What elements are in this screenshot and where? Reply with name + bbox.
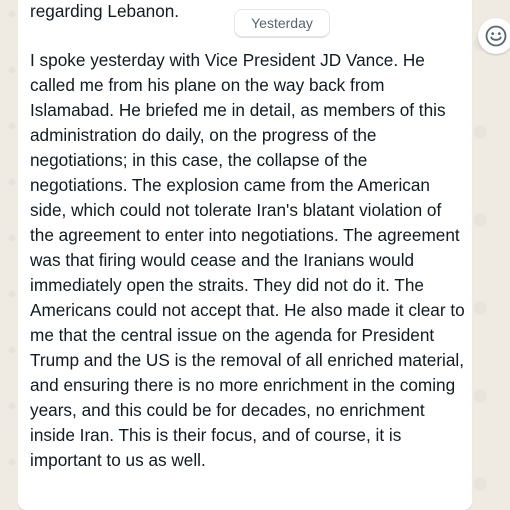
date-divider: Yesterday bbox=[234, 9, 330, 37]
smiley-face-icon bbox=[485, 25, 507, 47]
previous-message-text: regarding Lebanon. bbox=[30, 1, 180, 21]
message-text: I spoke yesterday with Vice President JD Vance. He called me from his plane on the way back from Islamabad. He briefed me in detail, as members of this administration do daily, on the progress of the negotiations; in this case, the collapse of the negotiations. The explosion came from the American side, which could not tolerate Iran's blatant violation of the agreement to enter into negotiations. The agreement was that firing would cease and the Iranians would immediately open the straits. They did not do it. The Americans could not accept that. He also made it clear to me that the central issue on the agenda for President Trump and the US is the removal of all enriched material, and ensuring there is no more enrichment in the coming years, and this could be for decades, no enrichment inside Iran. This is their focus, and of course, it is important to us as well. bbox=[30, 50, 465, 470]
react-button[interactable] bbox=[478, 18, 510, 54]
